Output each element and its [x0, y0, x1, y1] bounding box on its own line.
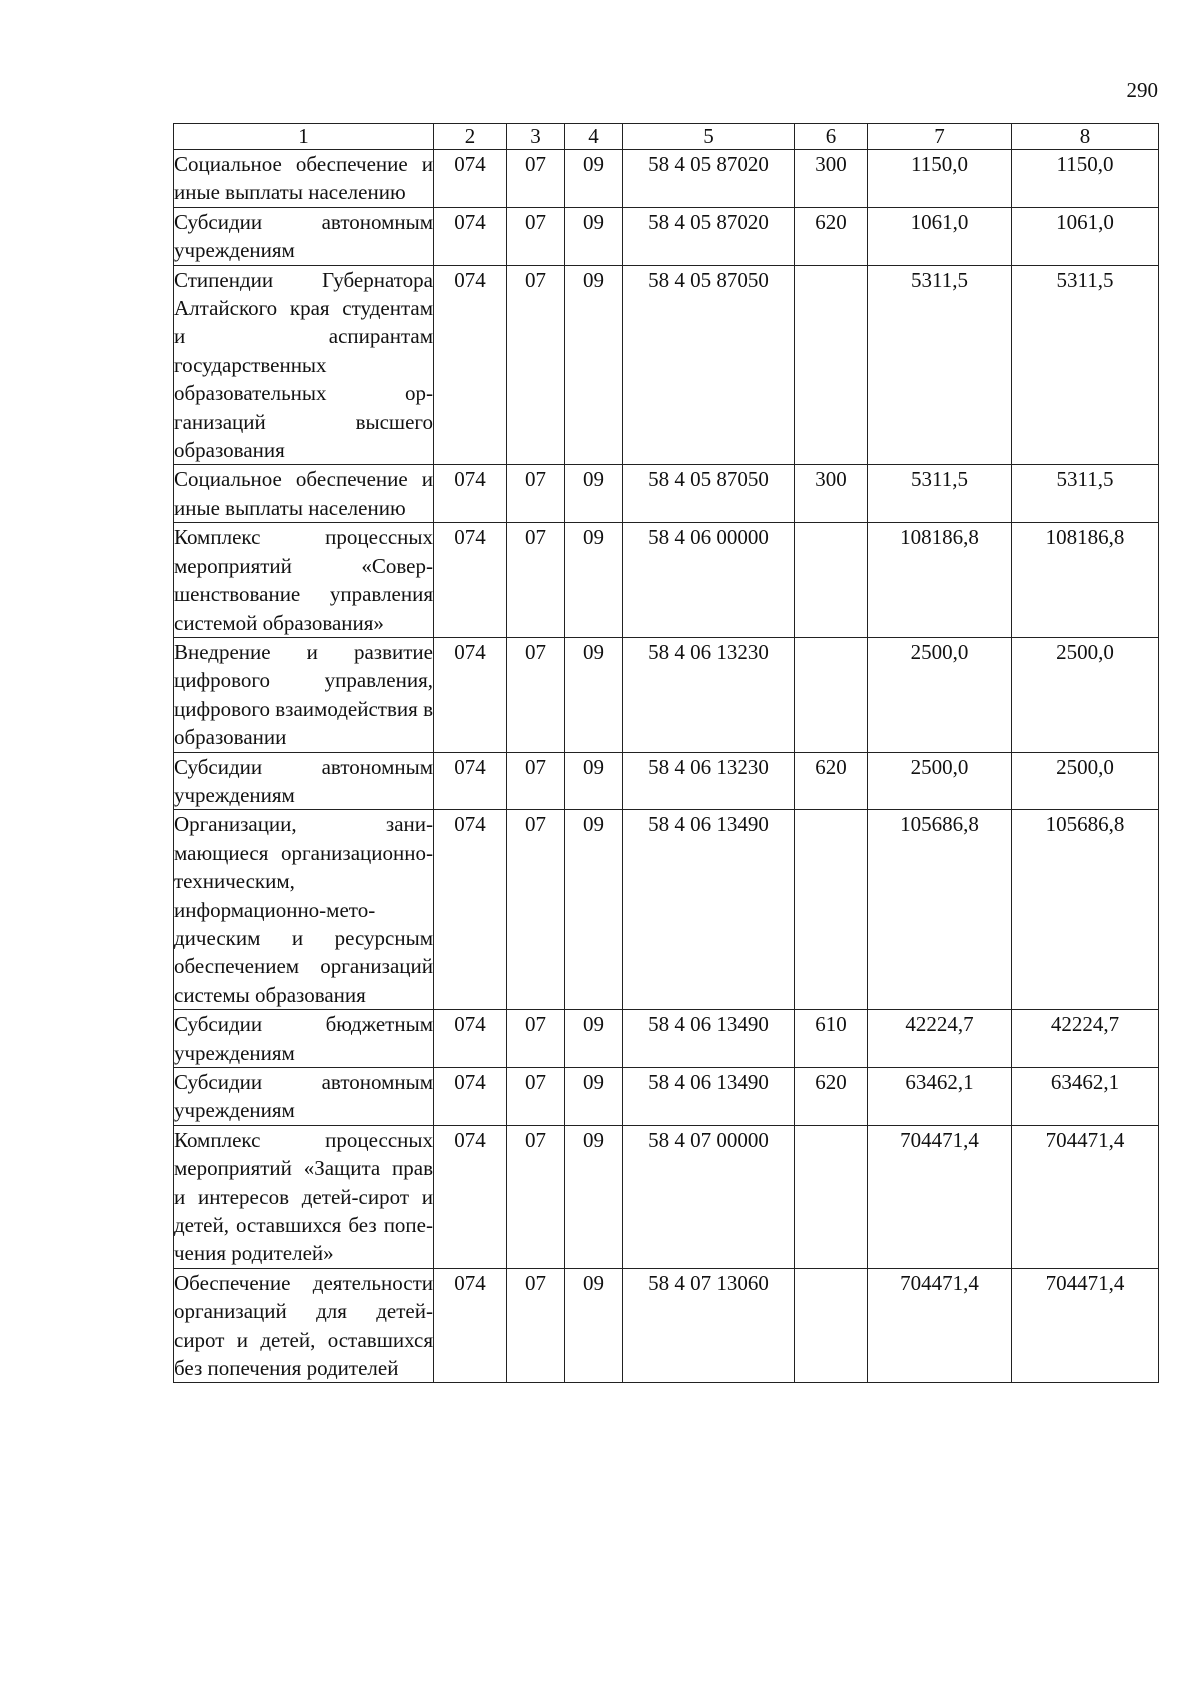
table-row [174, 465, 1159, 523]
target-article-cell: 58 4 06 13230 [623, 752, 795, 810]
amount-col-8-cell: 704471,4 [1012, 1268, 1159, 1383]
expense-type-cell: 620 [795, 207, 868, 265]
budget-table [173, 123, 1159, 1383]
amount-col-7-cell: 704471,4 [868, 1125, 1012, 1268]
table-row [174, 265, 1159, 465]
table-row [174, 1125, 1159, 1268]
expense-type-cell: 620 [795, 752, 868, 810]
target-article-cell: 58 4 06 13490 [623, 1010, 795, 1068]
target-article-cell: 58 4 05 87020 [623, 150, 795, 208]
amount-col-8-cell: 2500,0 [1012, 752, 1159, 810]
section-code-cell: 07 [507, 752, 565, 810]
expense-type-cell [795, 1268, 868, 1383]
subsection-code-cell: 09 [565, 810, 623, 1010]
amount-col-8-cell: 5311,5 [1012, 265, 1159, 465]
section-code-cell: 07 [507, 1068, 565, 1126]
admin-code-cell: 074 [434, 1068, 507, 1126]
expense-type-cell [795, 810, 868, 1010]
table-row [174, 810, 1159, 1010]
table-row [174, 523, 1159, 638]
amount-col-8-cell: 63462,1 [1012, 1068, 1159, 1126]
admin-code-cell: 074 [434, 265, 507, 465]
table-row [174, 1068, 1159, 1126]
subsection-code-cell: 09 [565, 1010, 623, 1068]
amount-col-7-cell: 105686,8 [868, 810, 1012, 1010]
amount-col-7-cell: 2500,0 [868, 752, 1012, 810]
amount-col-8-cell: 2500,0 [1012, 637, 1159, 752]
row-description: Стипендии Губернатора Алтайского края студентам и аспирантам государственных образовательных организаций высшего образования [174, 265, 434, 465]
target-article-cell: 58 4 05 87050 [623, 465, 795, 523]
amount-col-7-cell: 42224,7 [868, 1010, 1012, 1068]
header-col-2: 2 [434, 124, 507, 150]
row-description: Субсидии автономным учреждениям [174, 207, 434, 265]
admin-code-cell: 074 [434, 150, 507, 208]
expense-type-cell: 300 [795, 465, 868, 523]
subsection-code-cell: 09 [565, 637, 623, 752]
expense-type-cell: 620 [795, 1068, 868, 1126]
target-article-cell: 58 4 06 13490 [623, 810, 795, 1010]
section-code-cell: 07 [507, 1268, 565, 1383]
amount-col-7-cell: 5311,5 [868, 465, 1012, 523]
amount-col-7-cell: 704471,4 [868, 1268, 1012, 1383]
target-article-cell: 58 4 07 00000 [623, 1125, 795, 1268]
amount-col-8-cell: 5311,5 [1012, 465, 1159, 523]
table-row [174, 207, 1159, 265]
admin-code-cell: 074 [434, 1125, 507, 1268]
expense-type-cell [795, 637, 868, 752]
target-article-cell: 58 4 07 13060 [623, 1268, 795, 1383]
subsection-code-cell: 09 [565, 150, 623, 208]
admin-code-cell: 074 [434, 752, 507, 810]
table-row [174, 1010, 1159, 1068]
header-row [174, 124, 1159, 150]
section-code-cell: 07 [507, 523, 565, 638]
target-article-cell: 58 4 06 13490 [623, 1068, 795, 1126]
target-article-cell: 58 4 06 13230 [623, 637, 795, 752]
section-code-cell: 07 [507, 265, 565, 465]
subsection-code-cell: 09 [565, 752, 623, 810]
amount-col-7-cell: 1061,0 [868, 207, 1012, 265]
section-code-cell: 07 [507, 150, 565, 208]
table-row [174, 150, 1159, 208]
amount-col-8-cell: 108186,8 [1012, 523, 1159, 638]
row-description: Социальное обеспечение и иные выплаты населению [174, 150, 434, 208]
section-code-cell: 07 [507, 207, 565, 265]
amount-col-8-cell: 1061,0 [1012, 207, 1159, 265]
table-header [174, 124, 1159, 150]
header-col-7: 7 [868, 124, 1012, 150]
header-col-6: 6 [795, 124, 868, 150]
target-article-cell: 58 4 05 87050 [623, 265, 795, 465]
admin-code-cell: 074 [434, 523, 507, 638]
amount-col-8-cell: 1150,0 [1012, 150, 1159, 208]
amount-col-7-cell: 2500,0 [868, 637, 1012, 752]
admin-code-cell: 074 [434, 810, 507, 1010]
target-article-cell: 58 4 05 87020 [623, 207, 795, 265]
admin-code-cell: 074 [434, 637, 507, 752]
subsection-code-cell: 09 [565, 207, 623, 265]
admin-code-cell: 074 [434, 465, 507, 523]
expense-type-cell [795, 265, 868, 465]
expense-type-cell [795, 1125, 868, 1268]
target-article-cell: 58 4 06 00000 [623, 523, 795, 638]
admin-code-cell: 074 [434, 1010, 507, 1068]
row-description: Комплекс процессных мероприятий «Совершенствование управления системой образования» [174, 523, 434, 638]
subsection-code-cell: 09 [565, 465, 623, 523]
row-description: Субсидии автономным учреждениям [174, 1068, 434, 1126]
subsection-code-cell: 09 [565, 1125, 623, 1268]
expense-type-cell: 300 [795, 150, 868, 208]
row-description: Внедрение и развитие цифрового управления, цифрового взаимодействия в образовании [174, 637, 434, 752]
amount-col-7-cell: 108186,8 [868, 523, 1012, 638]
section-code-cell: 07 [507, 465, 565, 523]
subsection-code-cell: 09 [565, 1068, 623, 1126]
header-col-8: 8 [1012, 124, 1159, 150]
section-code-cell: 07 [507, 1010, 565, 1068]
row-description: Организации, занимающиеся организационно-техническим, информационно-методическим и ресурсным обеспечением организаций системы образования [174, 810, 434, 1010]
amount-col-8-cell: 704471,4 [1012, 1125, 1159, 1268]
header-col-3: 3 [507, 124, 565, 150]
row-description: Субсидии бюджетным учреждениям [174, 1010, 434, 1068]
header-col-1: 1 [174, 124, 434, 150]
subsection-code-cell: 09 [565, 1268, 623, 1383]
expense-type-cell [795, 523, 868, 638]
row-description: Субсидии автономным учреждениям [174, 752, 434, 810]
expense-type-cell: 610 [795, 1010, 868, 1068]
subsection-code-cell: 09 [565, 523, 623, 638]
header-col-4: 4 [565, 124, 623, 150]
section-code-cell: 07 [507, 637, 565, 752]
amount-col-7-cell: 1150,0 [868, 150, 1012, 208]
amount-col-7-cell: 63462,1 [868, 1068, 1012, 1126]
amount-col-8-cell: 105686,8 [1012, 810, 1159, 1010]
page-number: 290 [1126, 78, 1158, 102]
row-description: Комплекс процессных мероприятий «Защита прав и интересов детей-сирот и детей, оставшихся без попечения родителей» [174, 1125, 434, 1268]
subsection-code-cell: 09 [565, 265, 623, 465]
row-description: Социальное обеспечение и иные выплаты населению [174, 465, 434, 523]
table-row [174, 1268, 1159, 1383]
amount-col-8-cell: 42224,7 [1012, 1010, 1159, 1068]
admin-code-cell: 074 [434, 207, 507, 265]
section-code-cell: 07 [507, 1125, 565, 1268]
table-row [174, 752, 1159, 810]
section-code-cell: 07 [507, 810, 565, 1010]
table-row [174, 637, 1159, 752]
header-col-5: 5 [623, 124, 795, 150]
table-body [174, 150, 1159, 1383]
admin-code-cell: 074 [434, 1268, 507, 1383]
row-description: Обеспечение деятельности организаций для детей-сирот и детей, оставшихся без попечения родителей [174, 1268, 434, 1383]
amount-col-7-cell: 5311,5 [868, 265, 1012, 465]
